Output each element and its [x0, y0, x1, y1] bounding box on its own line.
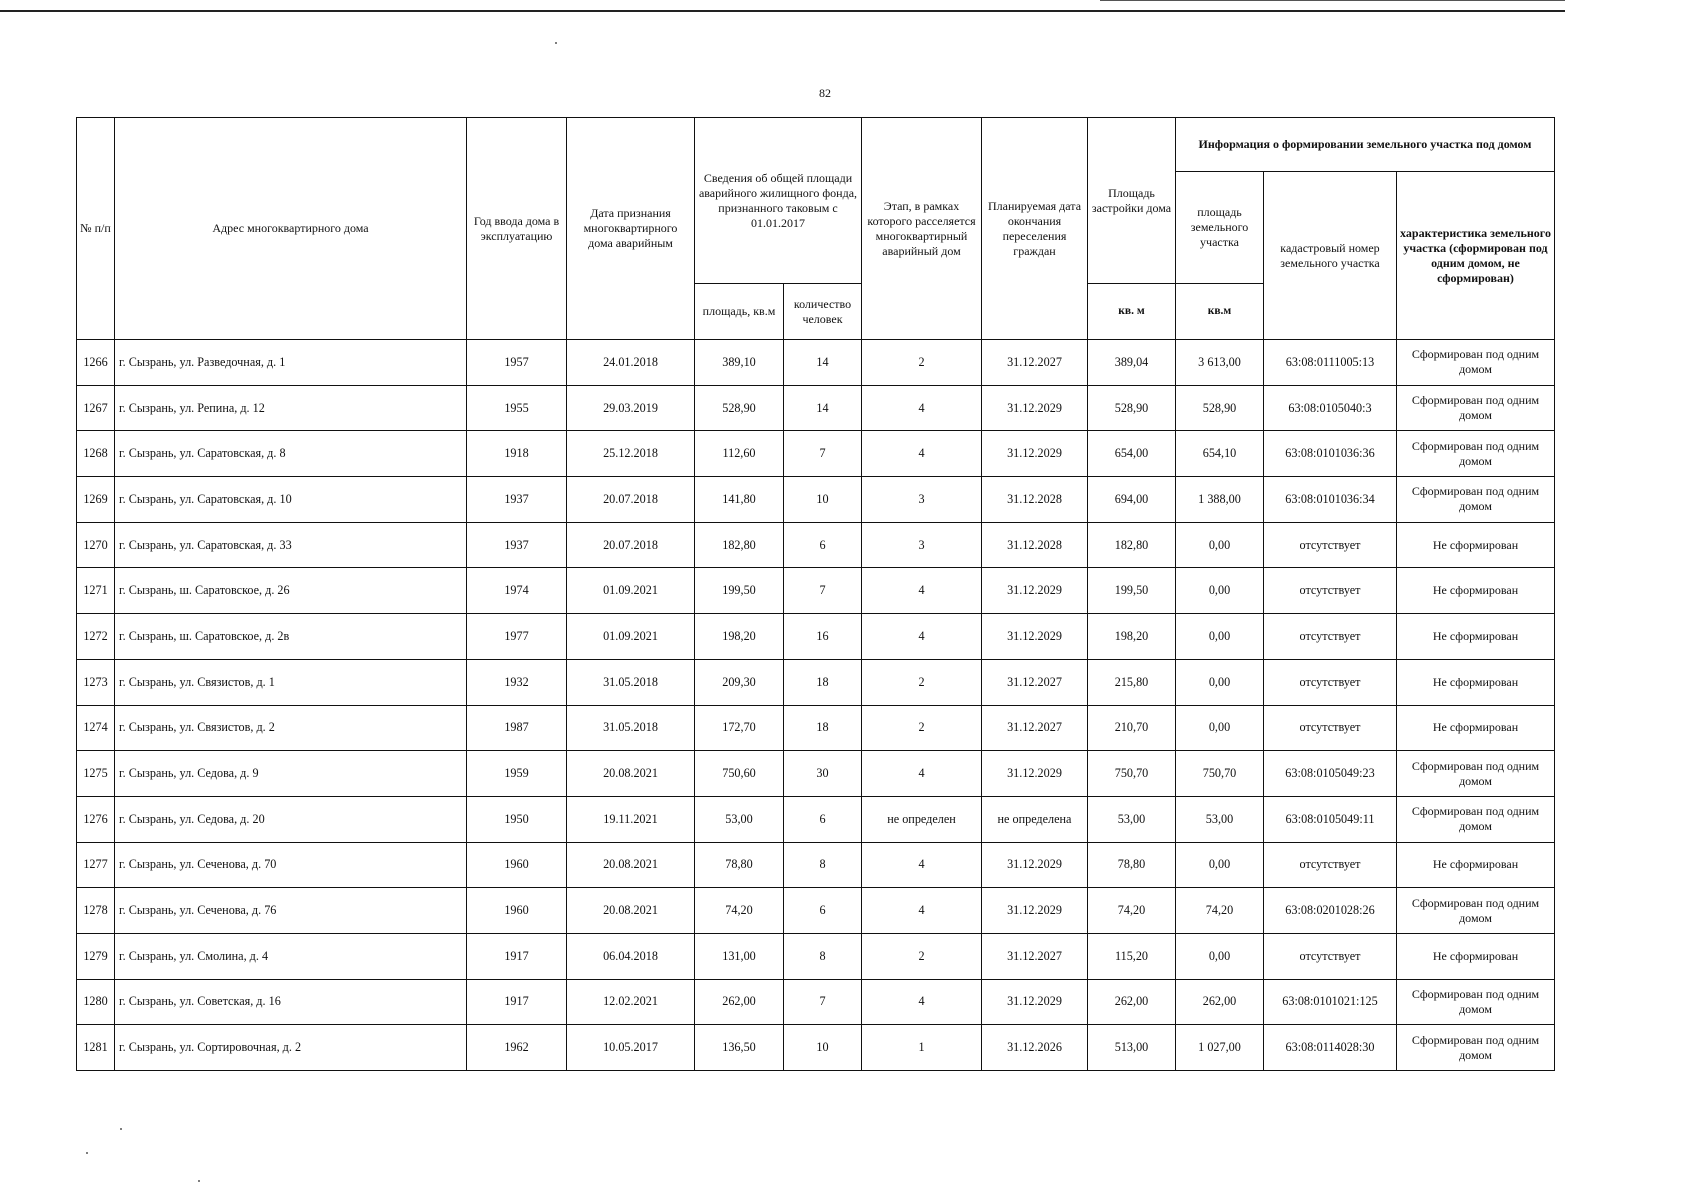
table-row — [77, 933, 1555, 979]
table-row — [77, 888, 1555, 934]
cell-land-area: 0,00 — [1176, 842, 1264, 888]
cell-stage: не определен — [862, 796, 982, 842]
cell-num: 1266 — [77, 340, 115, 386]
cell-build-area: 115,20 — [1088, 933, 1176, 979]
header-address: Адрес многоквартирного дома — [115, 118, 467, 340]
cell-planned: 31.12.2029 — [982, 842, 1088, 888]
cell-address: г. Сызрань, ш. Саратовское, д. 2в — [115, 614, 467, 660]
cell-date: 20.08.2021 — [567, 842, 695, 888]
cell-cadastral: отсутствует — [1264, 568, 1397, 614]
cell-year: 1974 — [467, 568, 567, 614]
cell-stage: 4 — [862, 614, 982, 660]
cell-date: 20.08.2021 — [567, 888, 695, 934]
cell-num: 1270 — [77, 522, 115, 568]
cell-people: 6 — [784, 796, 862, 842]
cell-cadastral: 63:08:0105049:11 — [1264, 796, 1397, 842]
cell-stage: 3 — [862, 522, 982, 568]
cell-build-area: 78,80 — [1088, 842, 1176, 888]
cell-planned: 31.12.2029 — [982, 568, 1088, 614]
cell-area: 136,50 — [695, 1025, 784, 1071]
cell-num: 1281 — [77, 1025, 115, 1071]
scan-speck — [86, 1152, 88, 1154]
cell-land-area: 750,70 — [1176, 751, 1264, 797]
cell-people: 7 — [784, 979, 862, 1025]
table-row — [77, 842, 1555, 888]
cell-date: 24.01.2018 — [567, 340, 695, 386]
cell-year: 1932 — [467, 659, 567, 705]
cell-cadastral: 63:08:0101036:34 — [1264, 477, 1397, 523]
cell-planned: 31.12.2026 — [982, 1025, 1088, 1071]
cell-address: г. Сызрань, ул. Саратовская, д. 8 — [115, 431, 467, 477]
cell-stage: 3 — [862, 477, 982, 523]
cell-num: 1275 — [77, 751, 115, 797]
table-row — [77, 431, 1555, 477]
cell-date: 19.11.2021 — [567, 796, 695, 842]
cell-date: 01.09.2021 — [567, 568, 695, 614]
cell-land-area: 1 027,00 — [1176, 1025, 1264, 1071]
cell-characteristic: Не сформирован — [1397, 933, 1555, 979]
scan-speck — [555, 42, 557, 44]
cell-stage: 4 — [862, 888, 982, 934]
cell-characteristic: Сформирован под одним домом — [1397, 431, 1555, 477]
cell-people: 10 — [784, 477, 862, 523]
cell-planned: 31.12.2028 — [982, 477, 1088, 523]
table-row — [77, 659, 1555, 705]
cell-area: 209,30 — [695, 659, 784, 705]
cell-year: 1950 — [467, 796, 567, 842]
header-build-area: Площадь застройки дома — [1088, 118, 1176, 284]
cell-land-area: 3 613,00 — [1176, 340, 1264, 386]
header-area-info: Сведения об общей площади аварийного жилищного фонда, признанного таковым с 01.01.2017 — [695, 118, 862, 284]
cell-cadastral: 63:08:0114028:30 — [1264, 1025, 1397, 1071]
cell-num: 1280 — [77, 979, 115, 1025]
cell-stage: 2 — [862, 705, 982, 751]
table-row — [77, 705, 1555, 751]
cell-date: 25.12.2018 — [567, 431, 695, 477]
header-planned-date: Планируемая дата окончания переселения граждан — [982, 118, 1088, 340]
cell-year: 1917 — [467, 979, 567, 1025]
cell-land-area: 654,10 — [1176, 431, 1264, 477]
table-row — [77, 385, 1555, 431]
cell-planned: 31.12.2027 — [982, 933, 1088, 979]
cell-people: 7 — [784, 568, 862, 614]
cell-cadastral: отсутствует — [1264, 522, 1397, 568]
cell-cadastral: 63:08:0105049:23 — [1264, 751, 1397, 797]
cell-characteristic: Сформирован под одним домом — [1397, 979, 1555, 1025]
cell-num: 1274 — [77, 705, 115, 751]
header-num: № п/п — [77, 118, 115, 340]
cell-address: г. Сызрань, ул. Седова, д. 9 — [115, 751, 467, 797]
cell-area: 172,70 — [695, 705, 784, 751]
cell-date: 20.07.2018 — [567, 477, 695, 523]
cell-planned: 31.12.2029 — [982, 614, 1088, 660]
cell-build-area: 750,70 — [1088, 751, 1176, 797]
cell-stage: 2 — [862, 933, 982, 979]
cell-year: 1959 — [467, 751, 567, 797]
cell-people: 8 — [784, 933, 862, 979]
cell-cadastral: отсутствует — [1264, 933, 1397, 979]
cell-land-area: 528,90 — [1176, 385, 1264, 431]
cell-planned: 31.12.2029 — [982, 979, 1088, 1025]
table-row — [77, 1025, 1555, 1071]
top-border-line-thin — [1100, 0, 1565, 1]
cell-characteristic: Сформирован под одним домом — [1397, 1025, 1555, 1071]
header-year: Год ввода дома в эксплуатацию — [467, 118, 567, 340]
cell-area: 74,20 — [695, 888, 784, 934]
cell-characteristic: Не сформирован — [1397, 568, 1555, 614]
cell-build-area: 199,50 — [1088, 568, 1176, 614]
cell-area: 750,60 — [695, 751, 784, 797]
header-land-area-unit: кв.м — [1176, 284, 1264, 340]
cell-address: г. Сызрань, ул. Сеченова, д. 76 — [115, 888, 467, 934]
cell-characteristic: Не сформирован — [1397, 522, 1555, 568]
cell-planned: 31.12.2028 — [982, 522, 1088, 568]
cell-people: 14 — [784, 340, 862, 386]
scan-speck — [120, 1128, 122, 1130]
cell-characteristic: Сформирован под одним домом — [1397, 796, 1555, 842]
cell-address: г. Сызрань, ул. Смолина, д. 4 — [115, 933, 467, 979]
cell-stage: 4 — [862, 431, 982, 477]
cell-people: 14 — [784, 385, 862, 431]
cell-land-area: 0,00 — [1176, 614, 1264, 660]
cell-build-area: 198,20 — [1088, 614, 1176, 660]
cell-planned: 31.12.2027 — [982, 659, 1088, 705]
cell-area: 112,60 — [695, 431, 784, 477]
cell-characteristic: Сформирован под одним домом — [1397, 888, 1555, 934]
cell-planned: 31.12.2029 — [982, 431, 1088, 477]
cell-land-area: 0,00 — [1176, 705, 1264, 751]
cell-stage: 4 — [862, 568, 982, 614]
top-border-line — [0, 10, 1565, 12]
cell-date: 31.05.2018 — [567, 659, 695, 705]
cell-area: 78,80 — [695, 842, 784, 888]
cell-characteristic: Сформирован под одним домом — [1397, 340, 1555, 386]
emergency-housing-table — [76, 117, 1555, 1071]
cell-people: 30 — [784, 751, 862, 797]
cell-people: 18 — [784, 659, 862, 705]
cell-num: 1278 — [77, 888, 115, 934]
cell-year: 1977 — [467, 614, 567, 660]
cell-num: 1268 — [77, 431, 115, 477]
cell-people: 16 — [784, 614, 862, 660]
cell-address: г. Сызрань, ул. Саратовская, д. 33 — [115, 522, 467, 568]
cell-land-area: 0,00 — [1176, 522, 1264, 568]
cell-planned: 31.12.2027 — [982, 340, 1088, 386]
header-build-area-unit: кв. м — [1088, 284, 1176, 340]
cell-year: 1987 — [467, 705, 567, 751]
cell-characteristic: Не сформирован — [1397, 614, 1555, 660]
page-number: 82 — [819, 86, 831, 100]
cell-land-area: 74,20 — [1176, 888, 1264, 934]
table-header — [77, 118, 1555, 340]
cell-cadastral: отсутствует — [1264, 614, 1397, 660]
cell-address: г. Сызрань, ул. Седова, д. 20 — [115, 796, 467, 842]
cell-num: 1271 — [77, 568, 115, 614]
table-row — [77, 796, 1555, 842]
table-body — [77, 340, 1555, 1071]
cell-date: 10.05.2017 — [567, 1025, 695, 1071]
cell-year: 1962 — [467, 1025, 567, 1071]
header-land-group: Информация о формировании земельного участка под домом — [1176, 118, 1555, 172]
cell-cadastral: отсутствует — [1264, 842, 1397, 888]
cell-stage: 4 — [862, 842, 982, 888]
cell-build-area: 389,04 — [1088, 340, 1176, 386]
cell-date: 29.03.2019 — [567, 385, 695, 431]
table-row — [77, 522, 1555, 568]
cell-cadastral: отсутствует — [1264, 705, 1397, 751]
cell-planned: 31.12.2029 — [982, 385, 1088, 431]
cell-date: 20.07.2018 — [567, 522, 695, 568]
cell-build-area: 182,80 — [1088, 522, 1176, 568]
cell-year: 1917 — [467, 933, 567, 979]
cell-num: 1269 — [77, 477, 115, 523]
cell-land-area: 53,00 — [1176, 796, 1264, 842]
cell-build-area: 262,00 — [1088, 979, 1176, 1025]
cell-people: 6 — [784, 522, 862, 568]
scan-speck — [198, 1180, 200, 1182]
cell-date: 20.08.2021 — [567, 751, 695, 797]
cell-characteristic: Не сформирован — [1397, 705, 1555, 751]
cell-cadastral: 63:08:0101036:36 — [1264, 431, 1397, 477]
cell-build-area: 53,00 — [1088, 796, 1176, 842]
cell-build-area: 215,80 — [1088, 659, 1176, 705]
table-row — [77, 340, 1555, 386]
cell-year: 1960 — [467, 842, 567, 888]
cell-cadastral: 63:08:0201028:26 — [1264, 888, 1397, 934]
table-row — [77, 979, 1555, 1025]
header-cadastral: кадастровый номер земельного участка — [1264, 172, 1397, 340]
cell-address: г. Сызрань, ул. Репина, д. 12 — [115, 385, 467, 431]
cell-land-area: 262,00 — [1176, 979, 1264, 1025]
cell-date: 01.09.2021 — [567, 614, 695, 660]
cell-characteristic: Не сформирован — [1397, 659, 1555, 705]
cell-build-area: 513,00 — [1088, 1025, 1176, 1071]
cell-build-area: 654,00 — [1088, 431, 1176, 477]
cell-cadastral: 63:08:0105040:3 — [1264, 385, 1397, 431]
cell-address: г. Сызрань, ул. Саратовская, д. 10 — [115, 477, 467, 523]
cell-cadastral: 63:08:0101021:125 — [1264, 979, 1397, 1025]
cell-num: 1267 — [77, 385, 115, 431]
header-date-emergency: Дата признания многоквартирного дома аварийным — [567, 118, 695, 340]
cell-area: 198,20 — [695, 614, 784, 660]
header-land-area: площадь земельного участка — [1176, 172, 1264, 284]
cell-stage: 4 — [862, 385, 982, 431]
cell-num: 1272 — [77, 614, 115, 660]
cell-area: 141,80 — [695, 477, 784, 523]
cell-address: г. Сызрань, ул. Советская, д. 16 — [115, 979, 467, 1025]
cell-num: 1277 — [77, 842, 115, 888]
table-row — [77, 614, 1555, 660]
cell-characteristic: Сформирован под одним домом — [1397, 385, 1555, 431]
cell-date: 12.02.2021 — [567, 979, 695, 1025]
cell-area: 528,90 — [695, 385, 784, 431]
cell-year: 1937 — [467, 522, 567, 568]
header-people-sub: количество человек — [784, 284, 862, 340]
cell-area: 53,00 — [695, 796, 784, 842]
cell-year: 1937 — [467, 477, 567, 523]
cell-build-area: 210,70 — [1088, 705, 1176, 751]
cell-year: 1955 — [467, 385, 567, 431]
cell-build-area: 528,90 — [1088, 385, 1176, 431]
cell-date: 06.04.2018 — [567, 933, 695, 979]
cell-year: 1957 — [467, 340, 567, 386]
cell-address: г. Сызрань, ул. Сеченова, д. 70 — [115, 842, 467, 888]
cell-address: г. Сызрань, ул. Сортировочная, д. 2 — [115, 1025, 467, 1071]
cell-people: 18 — [784, 705, 862, 751]
cell-build-area: 694,00 — [1088, 477, 1176, 523]
header-stage: Этап, в рамках которого расселяется многоквартирный аварийный дом — [862, 118, 982, 340]
cell-date: 31.05.2018 — [567, 705, 695, 751]
cell-planned: не определена — [982, 796, 1088, 842]
cell-area: 389,10 — [695, 340, 784, 386]
cell-planned: 31.12.2029 — [982, 751, 1088, 797]
cell-people: 10 — [784, 1025, 862, 1071]
cell-address: г. Сызрань, ул. Связистов, д. 1 — [115, 659, 467, 705]
cell-people: 7 — [784, 431, 862, 477]
header-area-sub: площадь, кв.м — [695, 284, 784, 340]
table-row — [77, 477, 1555, 523]
cell-people: 8 — [784, 842, 862, 888]
cell-num: 1273 — [77, 659, 115, 705]
cell-land-area: 0,00 — [1176, 659, 1264, 705]
cell-num: 1276 — [77, 796, 115, 842]
cell-planned: 31.12.2027 — [982, 705, 1088, 751]
cell-stage: 2 — [862, 340, 982, 386]
cell-stage: 4 — [862, 979, 982, 1025]
cell-address: г. Сызрань, ул. Связистов, д. 2 — [115, 705, 467, 751]
cell-num: 1279 — [77, 933, 115, 979]
header-characteristic: характеристика земельного участка (сформирован под одним домом, не сформирован) — [1397, 172, 1555, 340]
cell-stage: 2 — [862, 659, 982, 705]
cell-area: 262,00 — [695, 979, 784, 1025]
cell-stage: 1 — [862, 1025, 982, 1071]
cell-planned: 31.12.2029 — [982, 888, 1088, 934]
cell-area: 199,50 — [695, 568, 784, 614]
cell-build-area: 74,20 — [1088, 888, 1176, 934]
table-row — [77, 751, 1555, 797]
cell-address: г. Сызрань, ш. Саратовское, д. 26 — [115, 568, 467, 614]
cell-stage: 4 — [862, 751, 982, 797]
cell-land-area: 0,00 — [1176, 568, 1264, 614]
cell-people: 6 — [784, 888, 862, 934]
cell-address: г. Сызрань, ул. Разведочная, д. 1 — [115, 340, 467, 386]
cell-characteristic: Сформирован под одним домом — [1397, 751, 1555, 797]
cell-characteristic: Сформирован под одним домом — [1397, 477, 1555, 523]
cell-area: 131,00 — [695, 933, 784, 979]
table-row — [77, 568, 1555, 614]
cell-land-area: 1 388,00 — [1176, 477, 1264, 523]
cell-area: 182,80 — [695, 522, 784, 568]
cell-cadastral: отсутствует — [1264, 659, 1397, 705]
cell-characteristic: Не сформирован — [1397, 842, 1555, 888]
cell-cadastral: 63:08:0111005:13 — [1264, 340, 1397, 386]
cell-land-area: 0,00 — [1176, 933, 1264, 979]
cell-year: 1918 — [467, 431, 567, 477]
cell-year: 1960 — [467, 888, 567, 934]
